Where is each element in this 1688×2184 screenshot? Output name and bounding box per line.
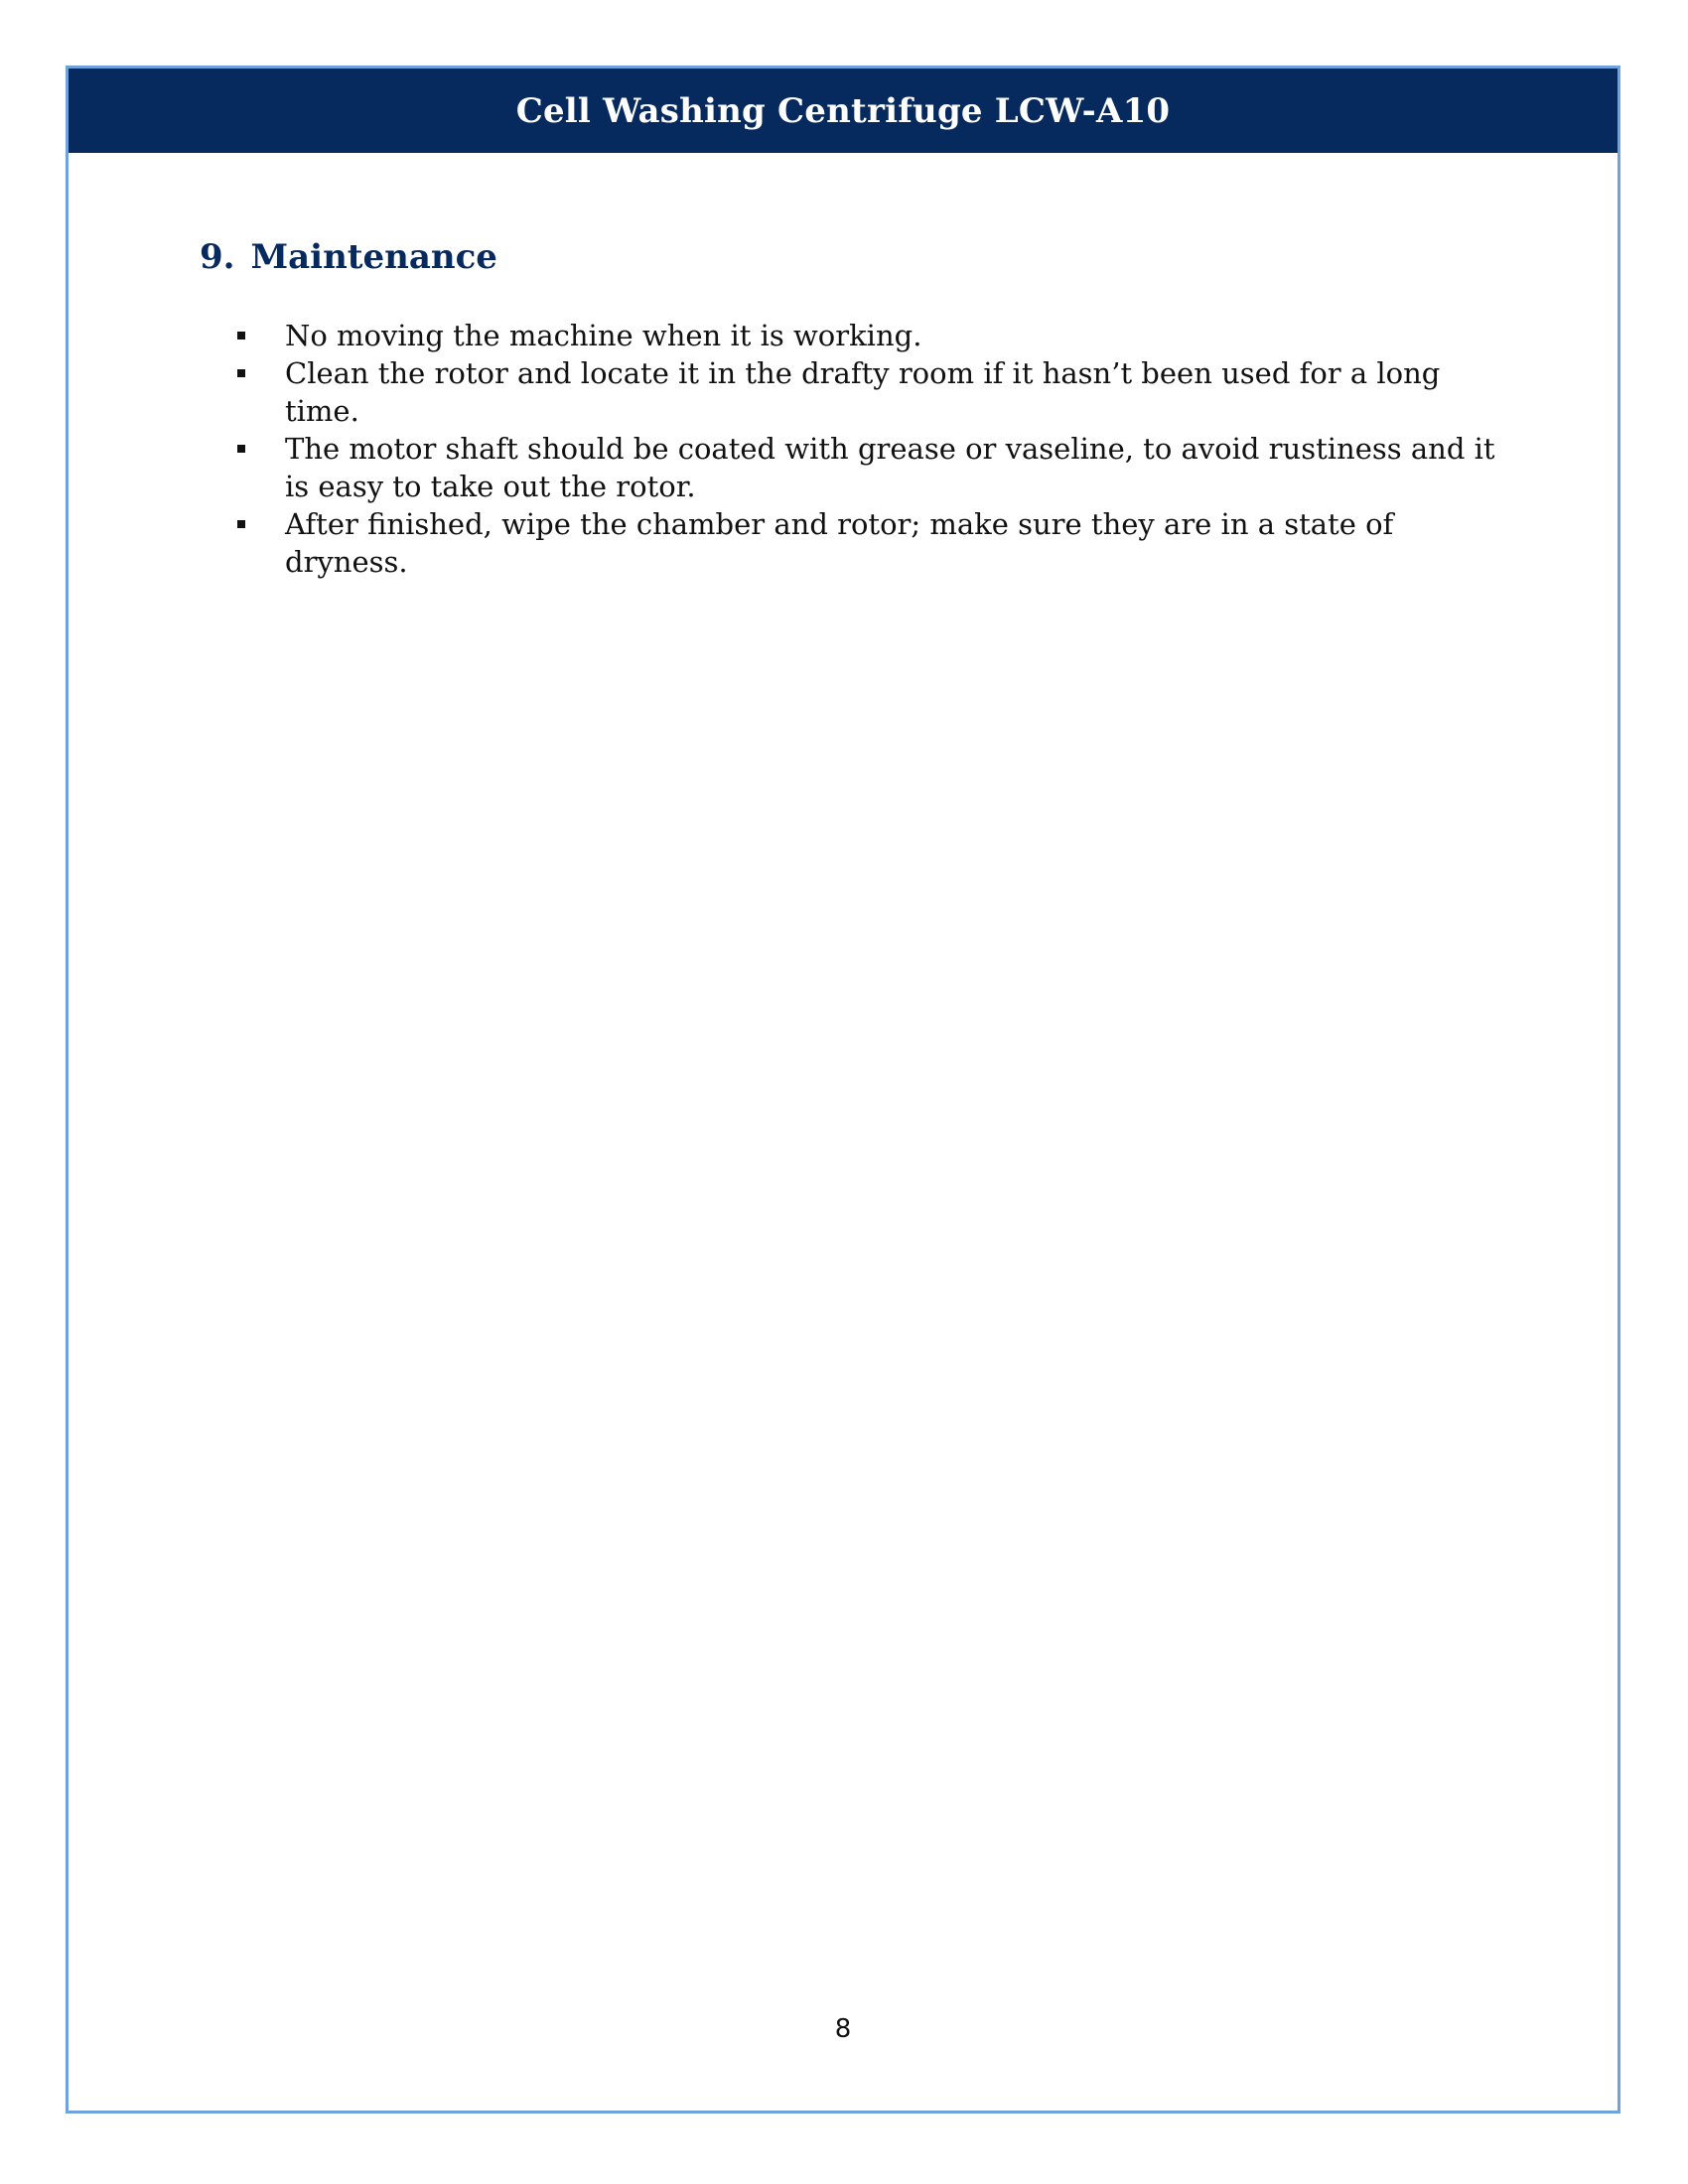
- square-bullet-icon: [237, 369, 245, 377]
- list-item: [200, 354, 1510, 430]
- list-item-text: Clean the rotor and locate it in the drafty room if it hasn’t been used for a long time.: [285, 356, 1441, 428]
- list-item-text: The motor shaft should be coated with grease or vaseline, to avoid rustiness and it is easy to take out the rotor.: [285, 432, 1495, 503]
- maintenance-section: [200, 237, 1510, 581]
- maintenance-list: [200, 317, 1510, 581]
- list-item-text: No moving the machine when it is working.: [285, 319, 922, 352]
- square-bullet-icon: [237, 332, 245, 340]
- list-item-text: After finished, wipe the chamber and rotor; make sure they are in a state of dryness.: [285, 507, 1394, 579]
- section-heading: [200, 237, 1510, 277]
- section-number: 9.: [200, 237, 235, 277]
- list-item: [200, 430, 1510, 505]
- list-item: [200, 505, 1510, 581]
- square-bullet-icon: [237, 445, 245, 453]
- page-frame: [66, 66, 1620, 2114]
- header-band: [69, 68, 1618, 153]
- list-item: [200, 317, 1510, 354]
- square-bullet-icon: [237, 520, 245, 528]
- section-title: Maintenance: [250, 237, 497, 277]
- document-title: Cell Washing Centrifuge LCW-A10: [515, 90, 1171, 131]
- page-number: 8: [834, 2014, 852, 2044]
